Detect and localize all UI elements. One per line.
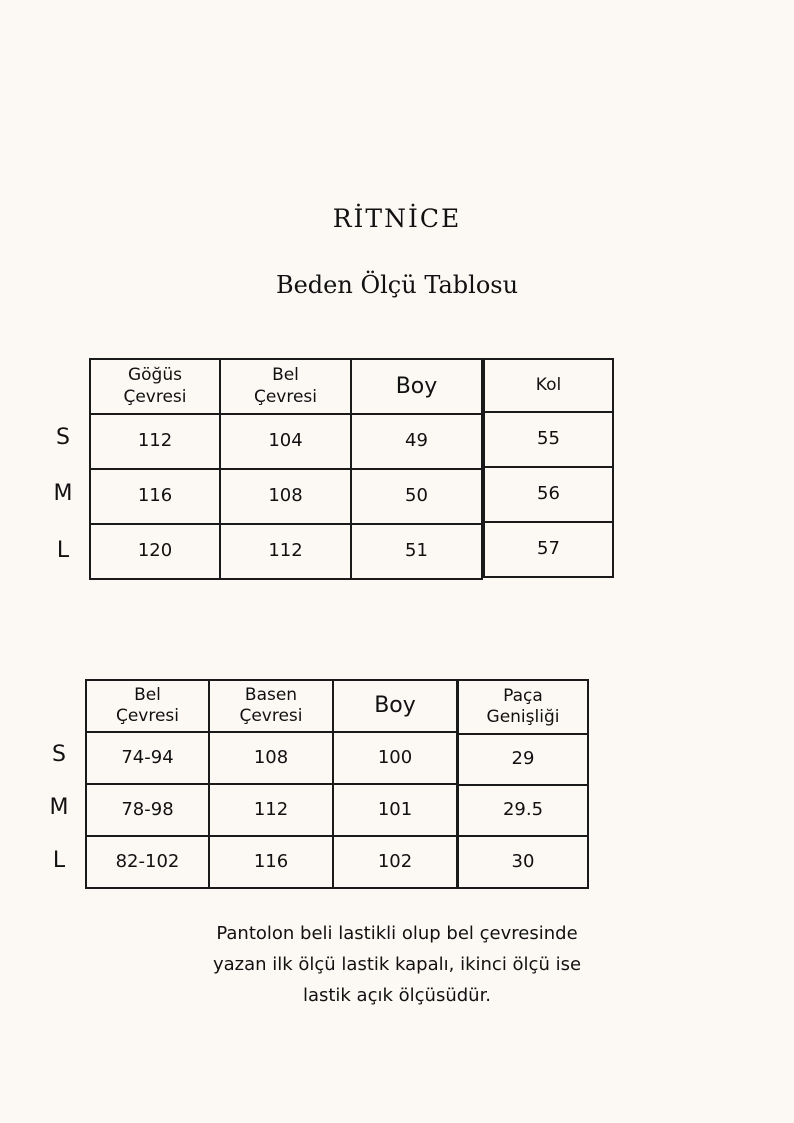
table2-cell: 116 <box>208 835 334 889</box>
table1-header-sleeve: Kol <box>483 358 614 413</box>
table2-header-hip: Basen Çevresi <box>208 679 334 733</box>
table2-size-l: L <box>52 848 66 873</box>
table2-header-length: Boy <box>332 679 458 733</box>
table1-cell: 104 <box>219 413 352 470</box>
table1-cell: 116 <box>89 468 221 525</box>
table2-cell: 101 <box>332 783 458 837</box>
table1-header-chest: Göğüs Çevresi <box>89 358 221 415</box>
table2-cell: 29.5 <box>457 784 589 837</box>
table2-cell: 102 <box>332 835 458 889</box>
table1-cell: 49 <box>350 413 483 470</box>
table1-size-l: L <box>56 538 70 563</box>
table1-size-s: S <box>56 425 70 450</box>
table1-cell: 50 <box>350 468 483 525</box>
table2-size-s: S <box>52 742 66 767</box>
table2-cell: 112 <box>208 783 334 837</box>
brand-name: RİTNİCE <box>332 204 462 233</box>
table2-header-hem-width: Paça Genişliği <box>457 679 589 735</box>
table1-cell: 57 <box>483 521 614 578</box>
table2-cell: 100 <box>332 731 458 785</box>
table1-cell: 112 <box>89 413 221 470</box>
table1-header-length: Boy <box>350 358 483 415</box>
table2-cell: 74-94 <box>85 731 210 785</box>
table2-cell: 82-102 <box>85 835 210 889</box>
table2-cell: 78-98 <box>85 783 210 837</box>
table2-cell: 29 <box>457 733 589 786</box>
table2-size-m: M <box>49 795 69 820</box>
table2-cell: 108 <box>208 731 334 785</box>
table1-cell: 56 <box>483 466 614 523</box>
footnote: Pantolon beli lastikli olup bel çevresinde yazan ilk ölçü lastik kapalı, ikinci ölçü ise lastik açık ölçüsüdür. <box>212 923 582 1006</box>
table1-cell: 112 <box>219 523 352 580</box>
page-title: Beden Ölçü Tablosu <box>275 271 519 299</box>
table1-cell: 55 <box>483 411 614 468</box>
table1-cell: 120 <box>89 523 221 580</box>
table2-cell: 30 <box>457 835 589 889</box>
table1-header-waist: Bel Çevresi <box>219 358 352 415</box>
table1-cell: 108 <box>219 468 352 525</box>
table1-size-m: M <box>53 481 73 506</box>
table1-cell: 51 <box>350 523 483 580</box>
table2-header-waist: Bel Çevresi <box>85 679 210 733</box>
